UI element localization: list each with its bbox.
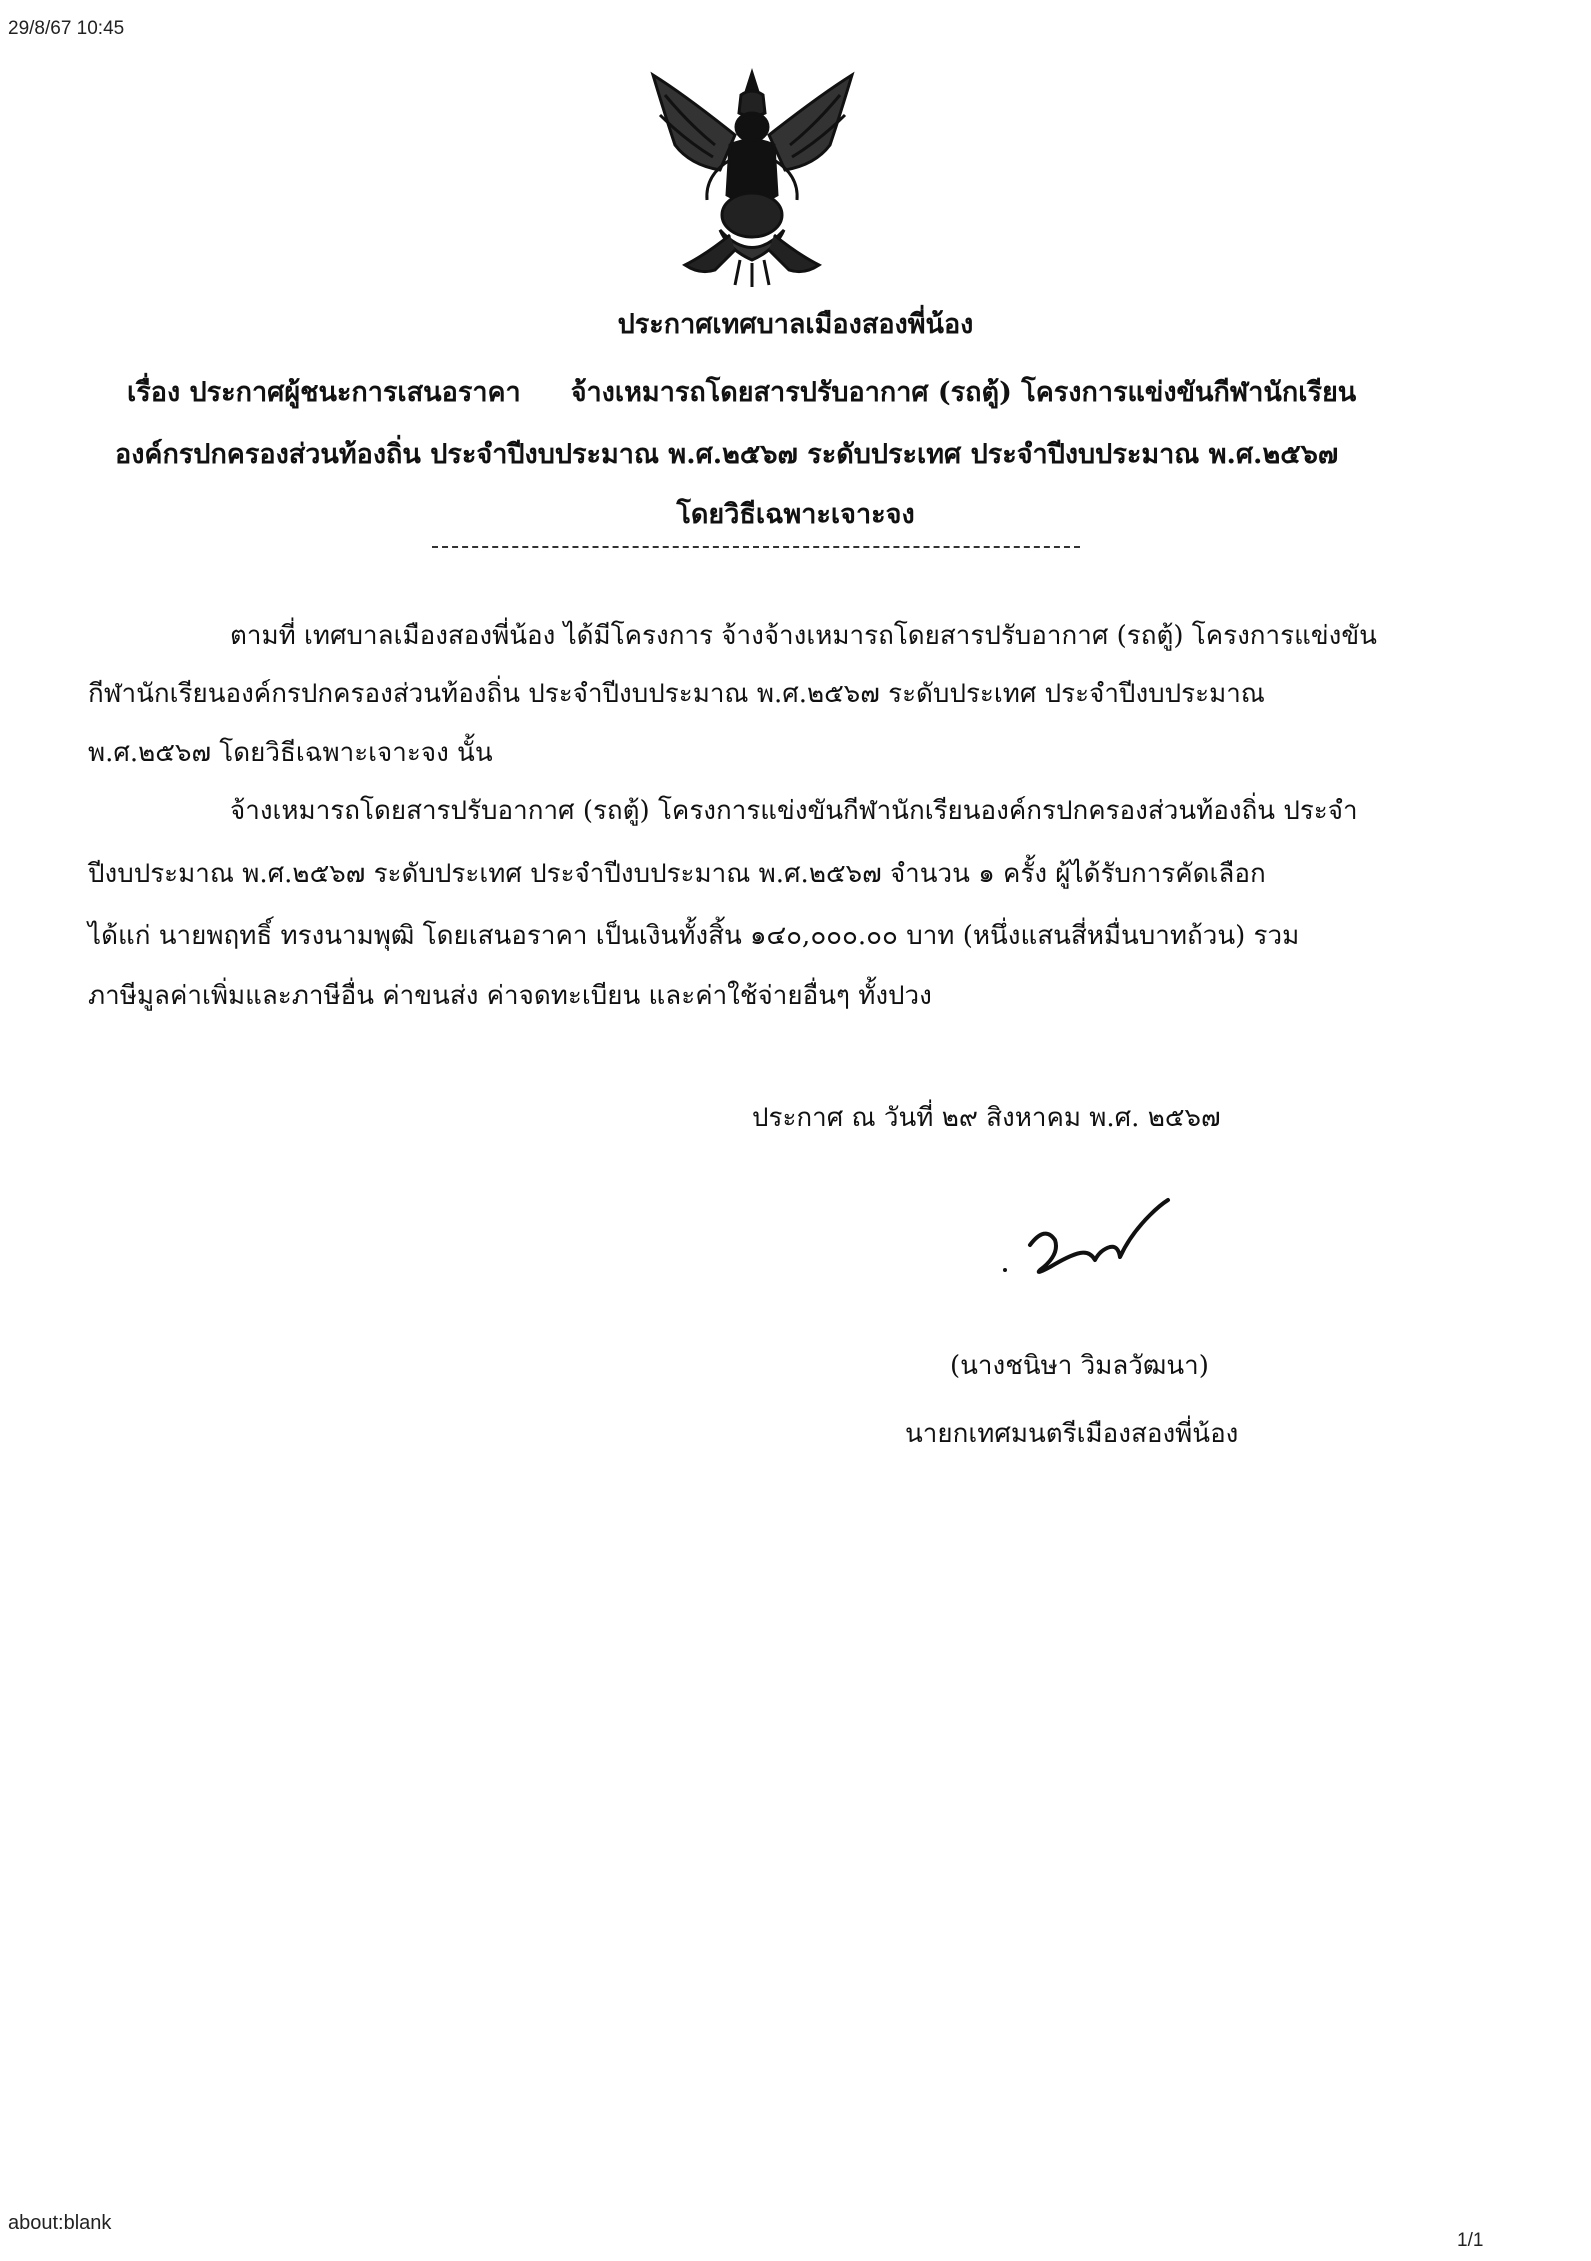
print-datetime: 29/8/67 10:45 xyxy=(8,18,125,39)
print-page-number: 1/1 xyxy=(1457,2230,1484,2251)
para2-line2: ปีงบประมาณ พ.ศ.๒๕๖๗ ระดับประเทศ ประจำปีงบประมาณ พ.ศ.๒๕๖๗ จำนวน ๑ ครั้ง ผู้ได้รับการคัดเลือก xyxy=(88,859,1266,889)
subject-line-2: องค์กรปกครองส่วนท้องถิ่น ประจำปีงบประมาณ พ.ศ.๒๕๖๗ ระดับประเทศ ประจำปีงบประมาณ พ.ศ.๒๕๖๗ xyxy=(115,439,1339,470)
garuda-emblem-icon xyxy=(645,65,860,290)
para1-line2: กีฬานักเรียนองค์กรปกครองส่วนท้องถิ่น ประจำปีงบประมาณ พ.ศ.๒๕๖๗ ระดับประเทศ ประจำปีงบประมาณ xyxy=(88,679,1265,709)
print-url: about:blank xyxy=(8,2212,112,2234)
para1-line1: ตามที่ เทศบาลเมืองสองพี่น้อง ได้มีโครงการ จ้างจ้างเหมารถโดยสารปรับอากาศ (รถตู้) โครงการแข่งขัน xyxy=(230,621,1377,651)
signer-position: นายกเทศมนตรีเมืองสองพี่น้อง xyxy=(905,1419,1239,1449)
announcement-date: ประกาศ ณ วันที่ ๒๙ สิงหาคม พ.ศ. ๒๕๖๗ xyxy=(752,1103,1221,1133)
para2-line3: ได้แก่ นายพฤทธิ์ ทรงนามพุฒิ โดยเสนอราคา เป็นเงินทั้งสิ้น ๑๔๐,๐๐๐.๐๐ บาท (หนึ่งแสนสี่หมื่นบาทถ้วน) รวม xyxy=(88,921,1300,951)
para2-line4: ภาษีมูลค่าเพิ่มและภาษีอื่น ค่าขนส่ง ค่าจดทะเบียน และค่าใช้จ่ายอื่นๆ ทั้งปวง xyxy=(88,981,932,1011)
para1-line3: พ.ศ.๒๕๖๗ โดยวิธีเฉพาะเจาะจง นั้น xyxy=(88,738,493,768)
signer-name: (นางชนิษา วิมลวัฒนา) xyxy=(950,1351,1209,1381)
procurement-method: โดยวิธีเฉพาะเจาะจง xyxy=(676,499,915,530)
subject-line-1 xyxy=(127,370,1356,413)
subject-label: เรื่อง ประกาศผู้ชนะการเสนอราคา xyxy=(127,377,521,408)
subject-text: จ้างเหมารถโดยสารปรับอากาศ (รถตู้) โครงการแข่งขันกีฬานักเรียน xyxy=(570,377,1357,408)
para2-line1: จ้างเหมารถโดยสารปรับอากาศ (รถตู้) โครงการแข่งขันกีฬานักเรียนองค์กรปกครองส่วนท้องถิ่น ประจำ xyxy=(230,796,1358,826)
announcement-title: ประกาศเทศบาลเมืองสองพี่น้อง xyxy=(617,309,974,340)
handwritten-signature-icon xyxy=(1000,1195,1210,1285)
divider-line xyxy=(432,546,1080,548)
